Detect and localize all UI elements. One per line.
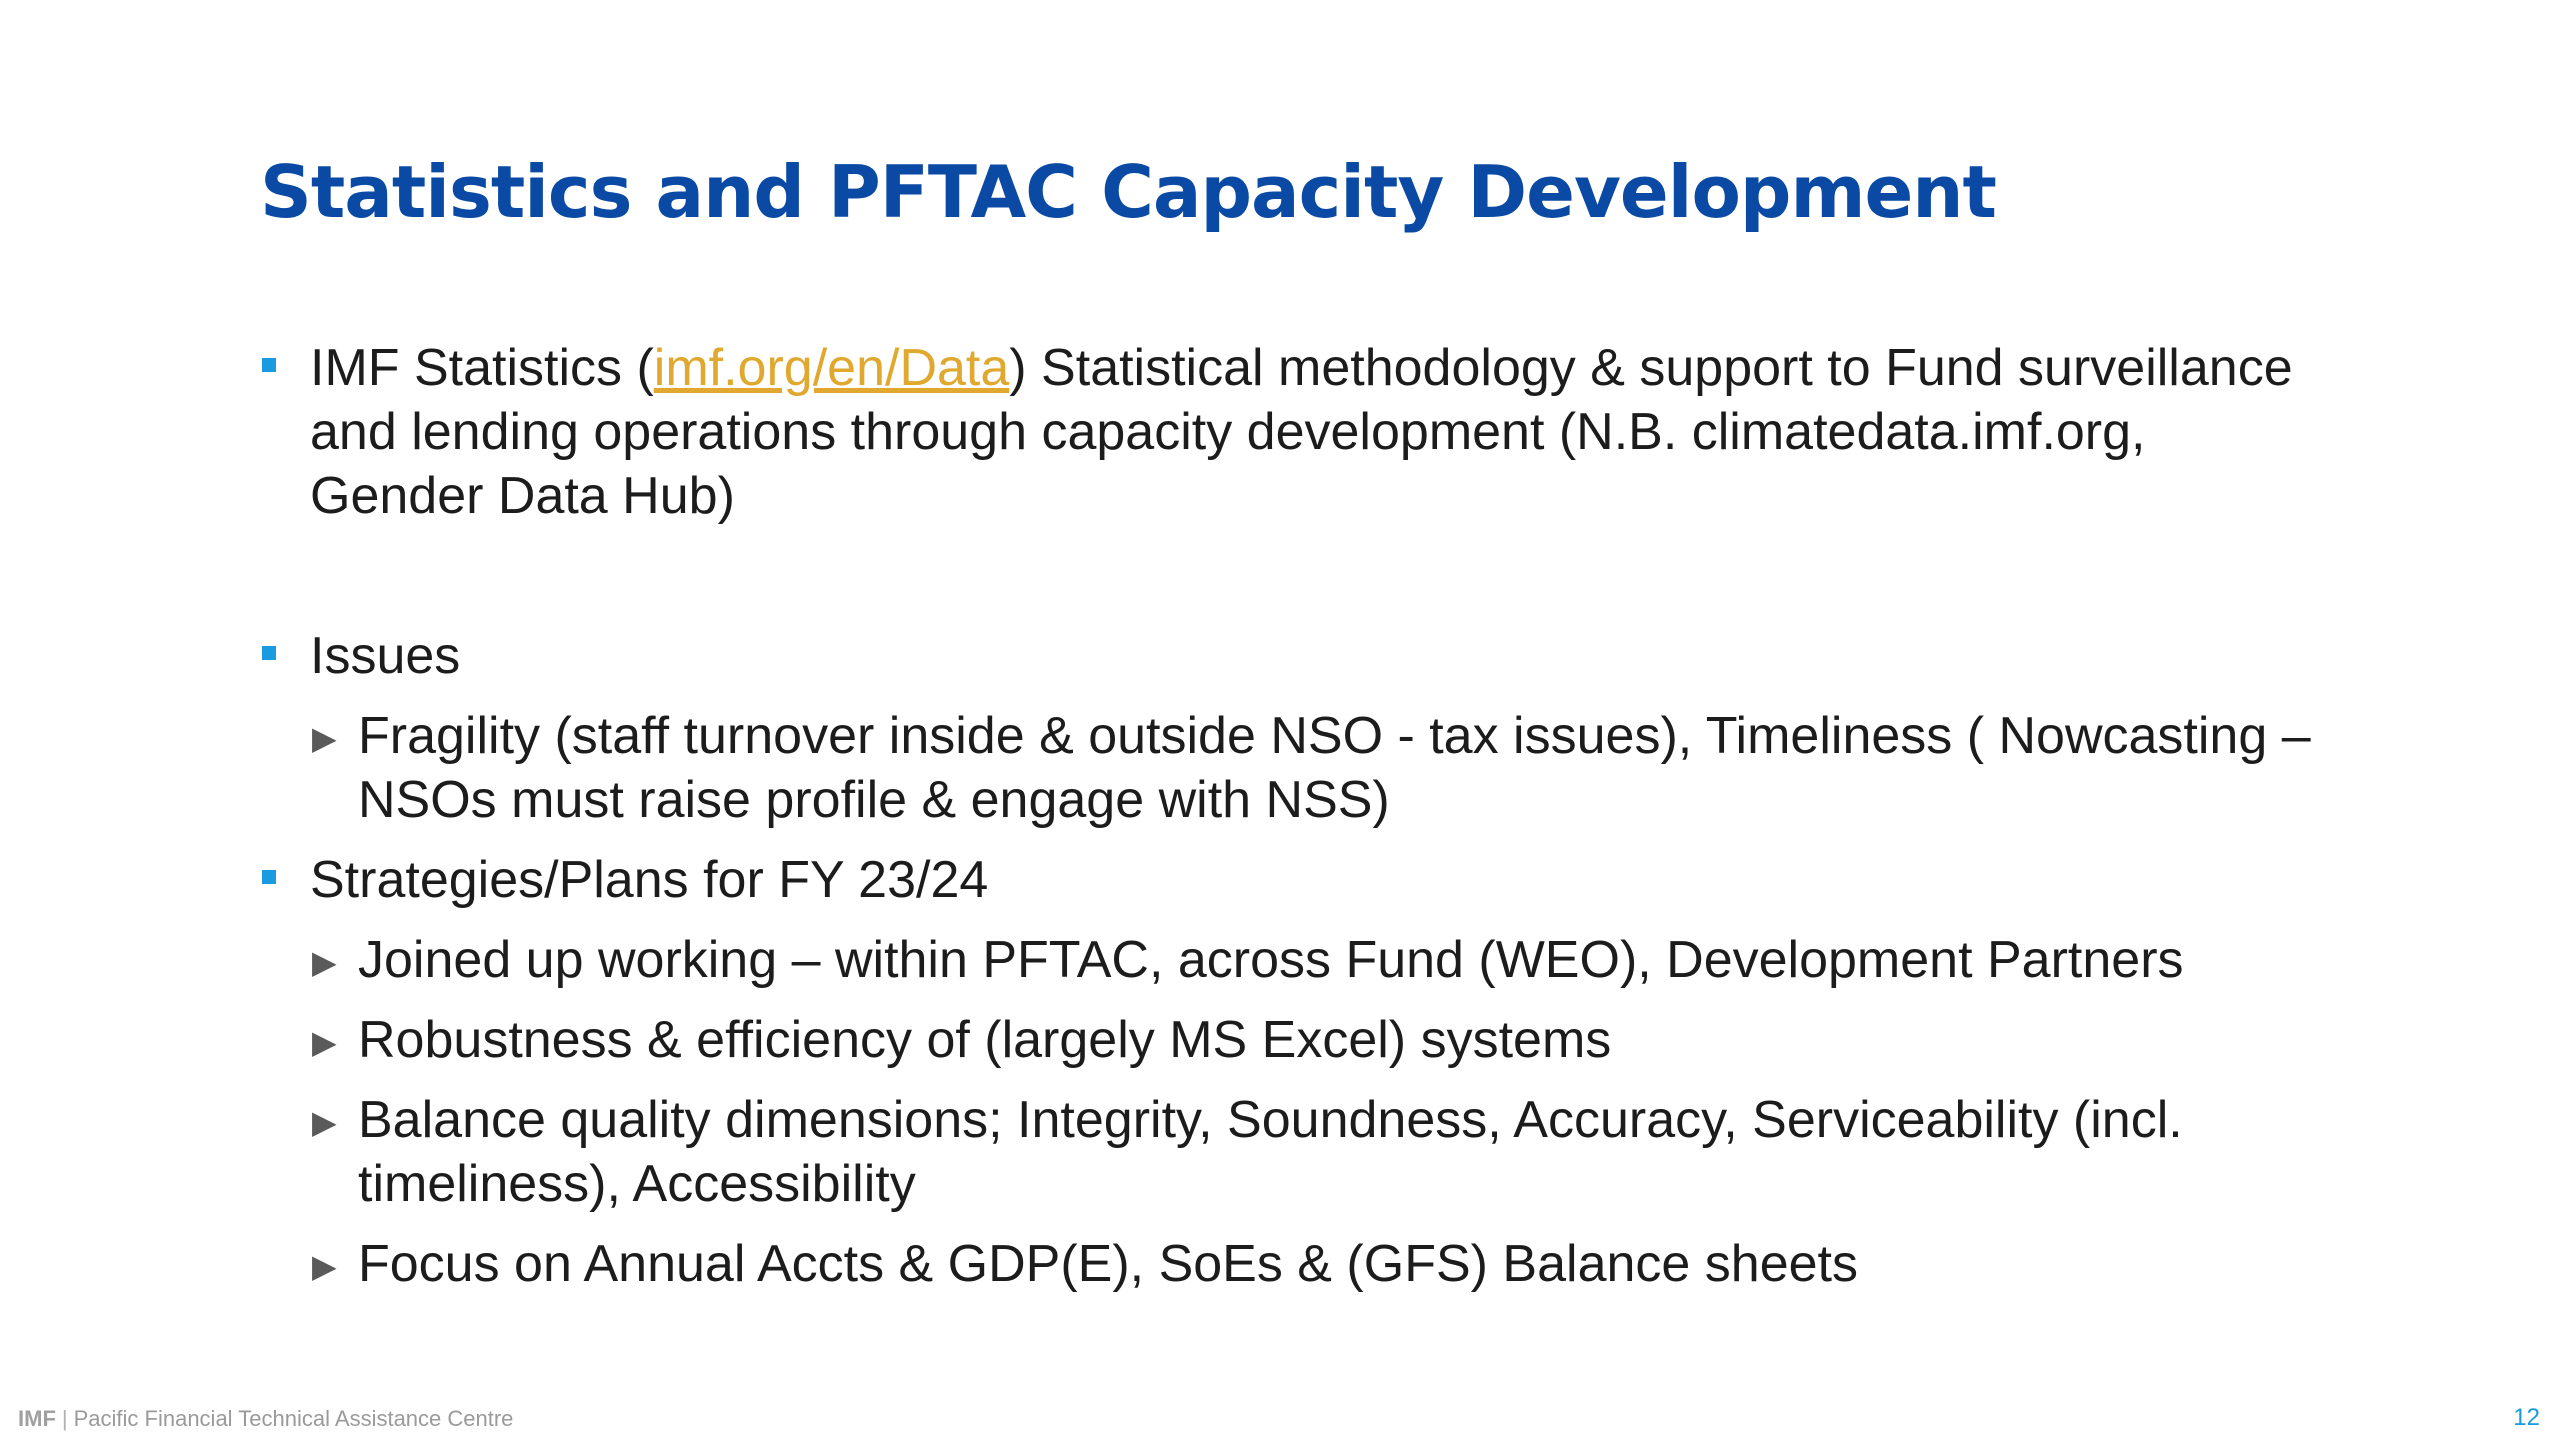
slide-content: [262, 336, 2322, 1312]
triangle-right-icon: ▶: [312, 1024, 337, 1060]
bullet-text-prefix: IMF Statistics (: [310, 339, 654, 397]
triangle-right-icon: ▶: [312, 720, 337, 756]
triangle-right-icon: ▶: [312, 1104, 337, 1140]
bullet-item-strategies: [262, 848, 2322, 912]
sub-item-robustness: [262, 1008, 2322, 1072]
triangle-right-icon: ▶: [312, 1248, 337, 1284]
square-bullet-icon: [262, 358, 276, 372]
sub-item-balance-quality: [262, 1088, 2322, 1216]
strategies-subitems: [262, 928, 2322, 1296]
slide-title: Statistics and PFTAC Capacity Development: [260, 150, 1996, 234]
sub-item-text: Fragility (staff turnover inside & outside NSO - tax issues), Timeliness ( Nowcasting – NSOs must raise profile & engage with NSS): [358, 707, 2311, 829]
sub-item-text: Balance quality dimensions; Integrity, Soundness, Accuracy, Serviceability (incl. timeliness), Accessibility: [358, 1091, 2183, 1213]
square-bullet-icon: [262, 646, 276, 660]
issues-subitems: [262, 704, 2322, 832]
sub-item-text: Focus on Annual Accts & GDP(E), SoEs & (GFS) Balance sheets: [358, 1235, 1858, 1293]
triangle-right-icon: ▶: [312, 944, 337, 980]
bullet-text-suffix: ) Statistical methodology & support to Fund surveillance and lending operations through capacity development (N.B. climatedata.imf.org, Gender Data Hub): [310, 339, 2293, 525]
sub-item-focus: [262, 1232, 2322, 1296]
footer-org: IMF: [18, 1406, 56, 1431]
bullet-item-issues: [262, 624, 2322, 688]
bullet-text: Strategies/Plans for FY 23/24: [310, 851, 989, 909]
footer-center-name: Pacific Financial Technical Assistance Centre: [73, 1406, 514, 1431]
bullet-item-imf-statistics: [262, 336, 2322, 528]
sub-item-joined-up-working: [262, 928, 2322, 992]
sub-item-text: Robustness & efficiency of (largely MS Excel) systems: [358, 1011, 1612, 1069]
square-bullet-icon: [262, 870, 276, 884]
bullet-text: Issues: [310, 627, 461, 685]
sub-item-fragility: [262, 704, 2322, 832]
imf-data-link[interactable]: imf.org/en/Data: [653, 339, 1010, 397]
footer-branding: [18, 1406, 513, 1432]
page-number: 12: [2513, 1404, 2540, 1431]
sub-item-text: Joined up working – within PFTAC, across Fund (WEO), Development Partners: [358, 931, 2184, 989]
footer-separator: |: [61, 1406, 68, 1431]
